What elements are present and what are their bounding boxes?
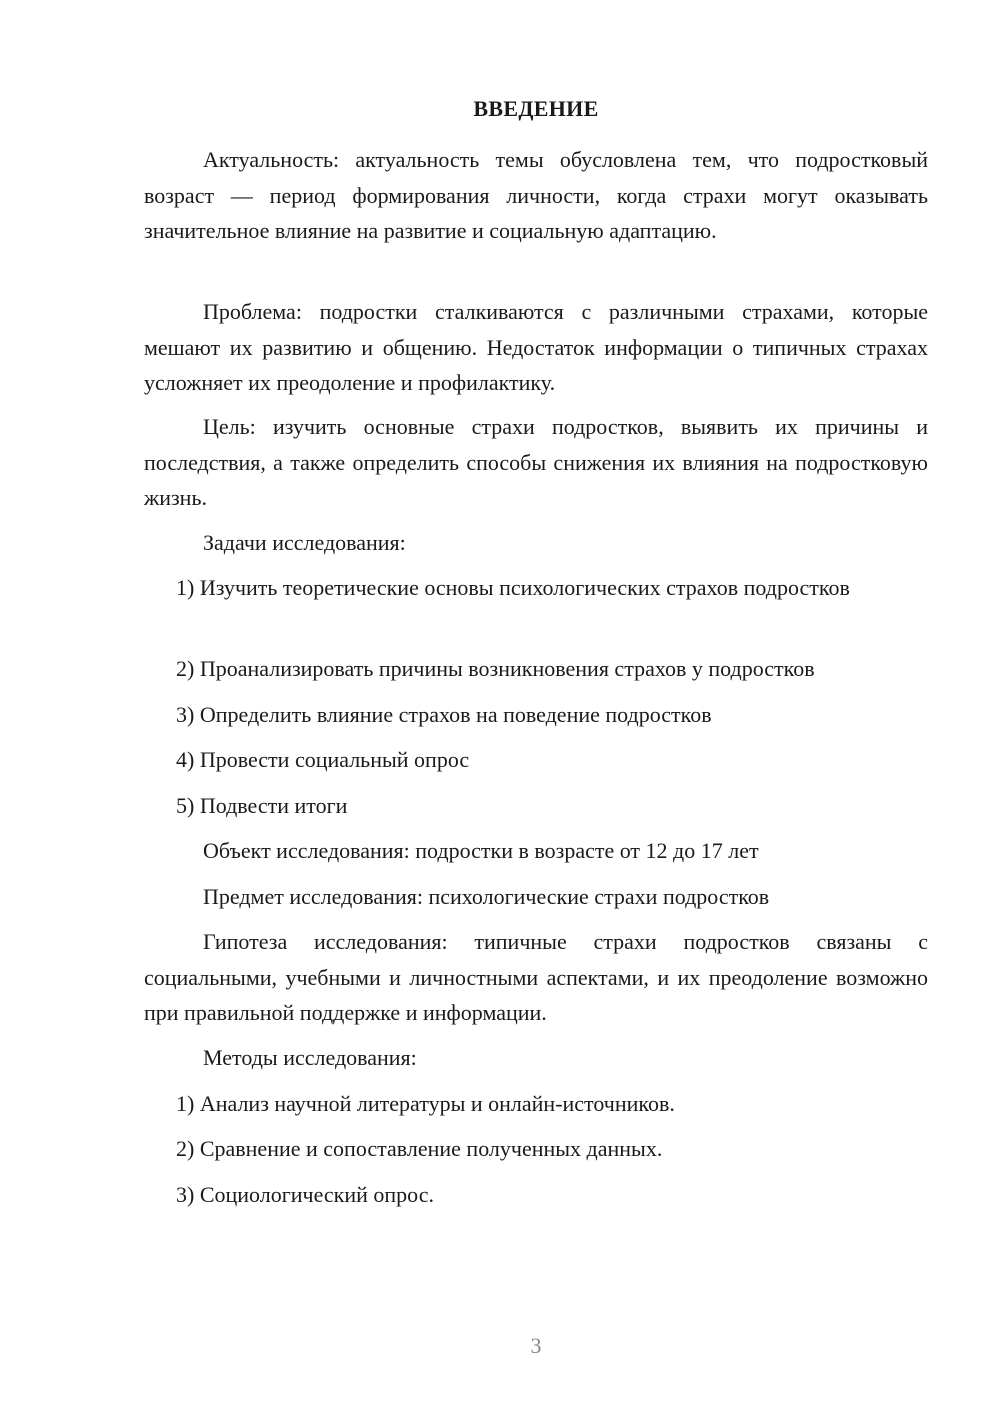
method-item-1: 1) Анализ научной литературы и онлайн-источников. <box>176 1091 675 1116</box>
methods-title: Методы исследования: <box>203 1045 417 1070</box>
task-item-4: 4) Провести социальный опрос <box>176 747 470 772</box>
problem-paragraph: Проблема: подростки сталкиваются с различными страхами, которые мешают их развитию и общению. Недостаток информации о типичных страхах усложняет их преодоление и профилактику. <box>144 299 928 395</box>
method-item-2: 2) Сравнение и сопоставление полученных данных. <box>176 1136 663 1161</box>
task-item-5: 5) Подвести итоги <box>176 793 348 818</box>
tasks-title: Задачи исследования: <box>203 530 406 555</box>
section-heading: ВВЕДЕНИЕ <box>473 96 599 121</box>
task-item-3: 3) Определить влияние страхов на поведение подростков <box>176 702 712 727</box>
object-paragraph: Объект исследования: подростки в возрасте от 12 до 17 лет <box>203 838 759 863</box>
task-item-2: 2) Проанализировать причины возникновения страхов у подростков <box>176 656 815 681</box>
method-item-3: 3) Социологический опрос. <box>176 1182 434 1207</box>
relevance-paragraph: Актуальность: актуальность темы обусловлена тем, что подростковый возраст — период формирования личности, когда страхи могут оказывать значительное влияние на развитие и социальную адаптацию. <box>144 147 928 243</box>
page-number: 3 <box>530 1333 542 1358</box>
goal-paragraph: Цель: изучить основные страхи подростков, выявить их причины и последствия, а также определить способы снижения их влияния на подростковую жизнь. <box>144 414 928 510</box>
hypothesis-paragraph: Гипотеза исследования: типичные страхи подростков связаны с социальными, учебными и личностными аспектами, и их преодоление возможно при правильной поддержке и информации. <box>144 929 928 1025</box>
subject-paragraph: Предмет исследования: психологические страхи подростков <box>203 884 770 909</box>
task-item-1: 1) Изучить теоретические основы психологических страхов подростков <box>176 575 850 600</box>
